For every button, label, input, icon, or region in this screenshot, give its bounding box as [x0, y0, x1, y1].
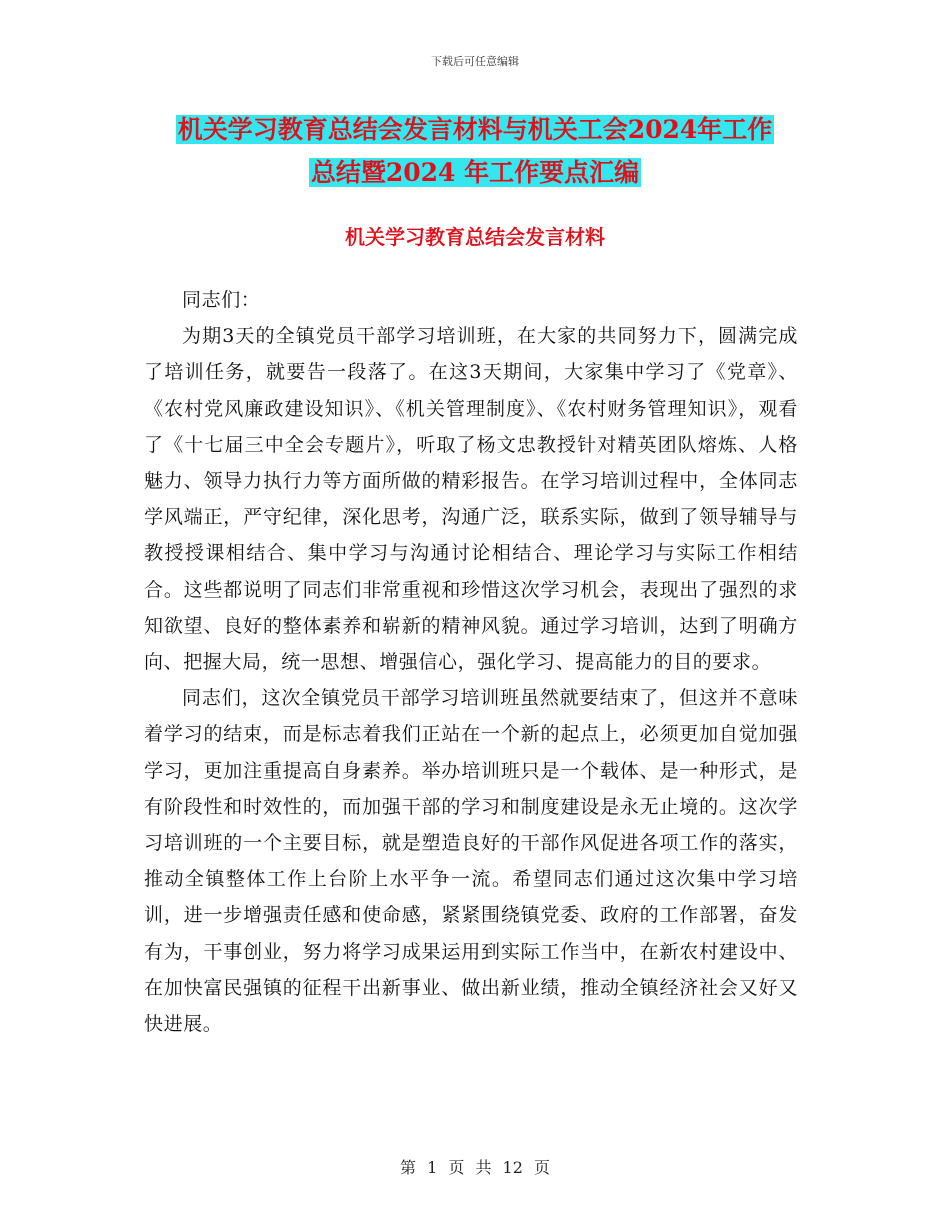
page-number-footer: 第 1 页 共 12 页 [400, 1158, 550, 1177]
document-title-line-1-text: 机关学习教育总结会发言材料与机关工会2024年工作 [177, 115, 773, 144]
header-note: 下载后可任意编辑 [431, 55, 519, 68]
document-body [144, 282, 798, 1042]
section-title: 机关学习教育总结会发言材料 [345, 225, 605, 249]
body-paragraph: 为期3天的全镇党员干部学习培训班，在大家的共同努力下，圆满完成了培训任务，就要告一段落了。在这3天期间，大家集中学习了《党章》、《农村党风廉政建设知识》、《机关管理制度》、《农村财务管理知识》，观看了《十七届三中全会专题片》，听取了杨文忠教授针对精英团队熔炼、人格魅力、领导力执行力等方面所做的精彩报告。在学习培训过程中，全体同志学风端正，严守纪律，深化思考，沟通广泛，联系实际，做到了领导辅导与教授授课相结合、集中学习与沟通讨论相结合、理论学习与实际工作相结合。这些都说明了同志们非常重视和珍惜这次学习机会，表现出了强烈的求知欲望、良好的整体素养和崭新的精神风貌。通过学习培训，达到了明确方向、把握大局，统一思想、增强信心，强化学习、提高能力的目的要求。 [144, 325, 798, 674]
body-paragraph: 同志们，这次全镇党员干部学习培训班虽然就要结束了，但这并不意味着学习的结束，而是标志着我们正站在一个新的起点上，必须更加自觉加强学习，更加注重提高自身素养。举办培训班只是一个载体、是一种形式，是有阶段性和时效性的，而加强干部的学习和制度建设是永无止境的。这次学习培训班的一个主要目标，就是塑造良好的干部作风促进各项工作的落实，推动全镇整体工作上台阶上水平争一流。希望同志们通过这次集中学习培训，进一步增强责任感和使命感，紧紧围绕镇党委、政府的工作部署，奋发有为，干事创业，努力将学习成果运用到实际工作当中，在新农村建设中、在加快富民强镇的征程干出新事业、做出新业绩，推动全镇经济社会又好又快进展。 [144, 687, 798, 1036]
document-title-line-2 [0, 155, 950, 191]
salutation-paragraph: 同志们： [182, 289, 261, 311]
document-title-line-1 [0, 112, 950, 148]
document-title-line-2-text: 总结暨2024 年工作要点汇编 [310, 158, 640, 187]
